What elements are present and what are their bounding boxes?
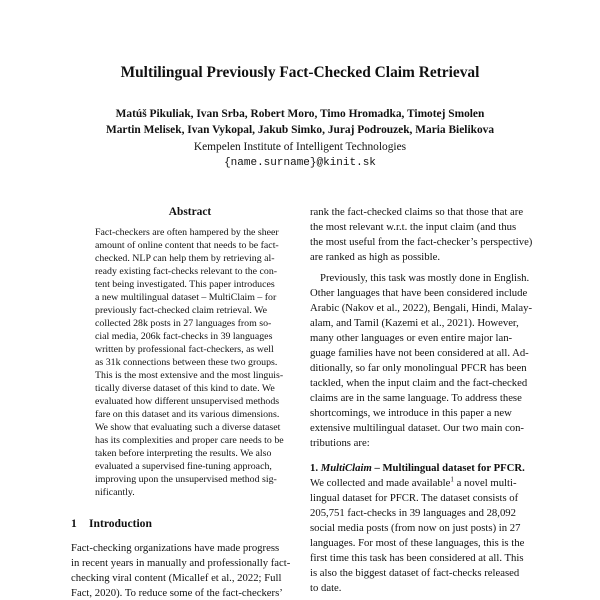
abstract-line: evaluated how different unsupervised methods [95, 396, 280, 407]
introduction-heading [71, 517, 152, 530]
abstract-line: nificantly. [95, 487, 135, 498]
author-block [0, 106, 600, 172]
body-line: tributions are: [310, 437, 370, 449]
affiliation: Kempelen Institute of Intelligent Technologies [193, 140, 407, 153]
body-text: a novel multi- [453, 477, 517, 489]
abstract-line: amount of online content that needs to be fact- [95, 240, 279, 251]
body-line: shortcomings, we introduce in this paper a new [310, 407, 512, 419]
body-line: alam, and Tamil (Kazemi et al., 2021). However, [310, 317, 519, 329]
contribution-heading [310, 462, 525, 474]
abstract-line: taken before interpreting the results. We also [95, 448, 272, 459]
body-line: is also the biggest dataset of fact-checks released [310, 567, 520, 579]
contribution-name: MultiClaim [320, 462, 372, 474]
body-line [310, 477, 517, 489]
body-line: the most useful from the fact-checker’s perspective) [310, 236, 533, 248]
body-line: first time this task has been considered at all. This [310, 552, 524, 564]
abstract-line: previously fact-checked claim retrieval. We [95, 305, 268, 316]
paper-title: Multilingual Previously Fact-Checked Claim Retrieval [120, 64, 480, 81]
body-line: tackled, when the input claim and the fact-checked [310, 377, 528, 389]
intro-line: Fact-checking organizations have made progress [71, 542, 280, 554]
body-line: extensive multilingual dataset. Our two main con- [310, 422, 524, 434]
contribution-title: – Multilingual dataset for PFCR. [374, 462, 525, 474]
body-line: Arabic (Nakov et al., 2022), Bengali, Hindi, Malay- [310, 302, 533, 314]
abstract-line: cial media, 206k fact-checks in 39 languages [95, 331, 273, 342]
abstract-line: tically diverse dataset of this kind to date. We [95, 383, 275, 394]
abstract-line: fare on this dataset and its various dimensions. [95, 409, 280, 420]
body-line: guage families have not been considered at all. Ad- [310, 347, 529, 359]
abstract-line: written by professional fact-checkers, as well [95, 344, 274, 355]
abstract-line: a new multilingual dataset – MultiClaim – for [95, 292, 277, 303]
authors-line-2: Martin Melisek, Ivan Vykopal, Jakub Simko, Juraj Podrouzek, Maria Bielikova [105, 124, 495, 137]
intro-line: checking viral content (Micallef et al., 2022; Full [71, 572, 282, 584]
body-line: claims are in the same language. To address these [310, 392, 522, 404]
body-line: 205,751 fact-checks in 39 languages and 28,092 [310, 507, 516, 519]
authors-line-1: Matúš Pikuliak, Ivan Srba, Robert Moro, Timo Hromadka, Timotej Smolen [115, 108, 485, 120]
intro-line: in recent years in manually and professionally fact- [71, 557, 291, 569]
body-line: are ranked as high as possible. [310, 251, 440, 263]
body-line: many other languages or even entire major lan- [310, 332, 513, 344]
body-line: lingual dataset for PFCR. The dataset consists of [310, 492, 519, 504]
abstract-line: This is the most extensive and the most linguis- [95, 370, 284, 381]
abstract-line: checked. NLP can help them by retrieving al- [95, 253, 275, 264]
author-email: {name.surname}@kinit.sk [224, 157, 376, 170]
abstract-line: Fact-checkers are often hampered by the sheer [95, 227, 279, 238]
body-text: We collected and made available [310, 477, 451, 489]
abstract-line: as 31k connections between these two groups. [95, 357, 278, 368]
abstract-heading: Abstract [168, 206, 212, 218]
body-line: rank the fact-checked claims so that those that are [310, 206, 524, 218]
abstract-line: collected 28k posts in 27 languages from so- [95, 318, 272, 329]
body-line: the most relevant w.r.t. the input claim (and thus [310, 221, 517, 233]
abstract-line: has its complexities and proper care needs to be [95, 435, 284, 446]
section-title: Introduction [89, 517, 152, 530]
body-line: Previously, this task was mostly done in English. [320, 272, 530, 284]
body-line: ditionally, so far only monolingual PFCR has been [310, 362, 527, 374]
abstract-line: evaluated a supervised fine-tuning approach, [95, 461, 272, 472]
intro-line: Fact, 2020). To reduce some of the fact-checkers’ [71, 587, 283, 599]
abstract-line: ready existing fact-checks relevant to the con- [95, 266, 278, 277]
footnote-marker: 1 [450, 475, 454, 484]
body-line: social media posts (from now on just posts) in 27 [310, 522, 521, 534]
abstract-line: We show that evaluating such a diverse dataset [95, 422, 281, 433]
abstract-line: improving upon the unsupervised method sig- [95, 474, 277, 485]
body-line: to date. [310, 582, 342, 594]
abstract-line: tent being investigated. This paper introduces [95, 279, 275, 290]
section-number: 1 [71, 517, 77, 530]
body-line: languages. For most of these languages, this is the [310, 537, 525, 549]
body-line: Other languages that have been considered include [310, 287, 528, 299]
contribution-number: 1. [310, 462, 319, 474]
